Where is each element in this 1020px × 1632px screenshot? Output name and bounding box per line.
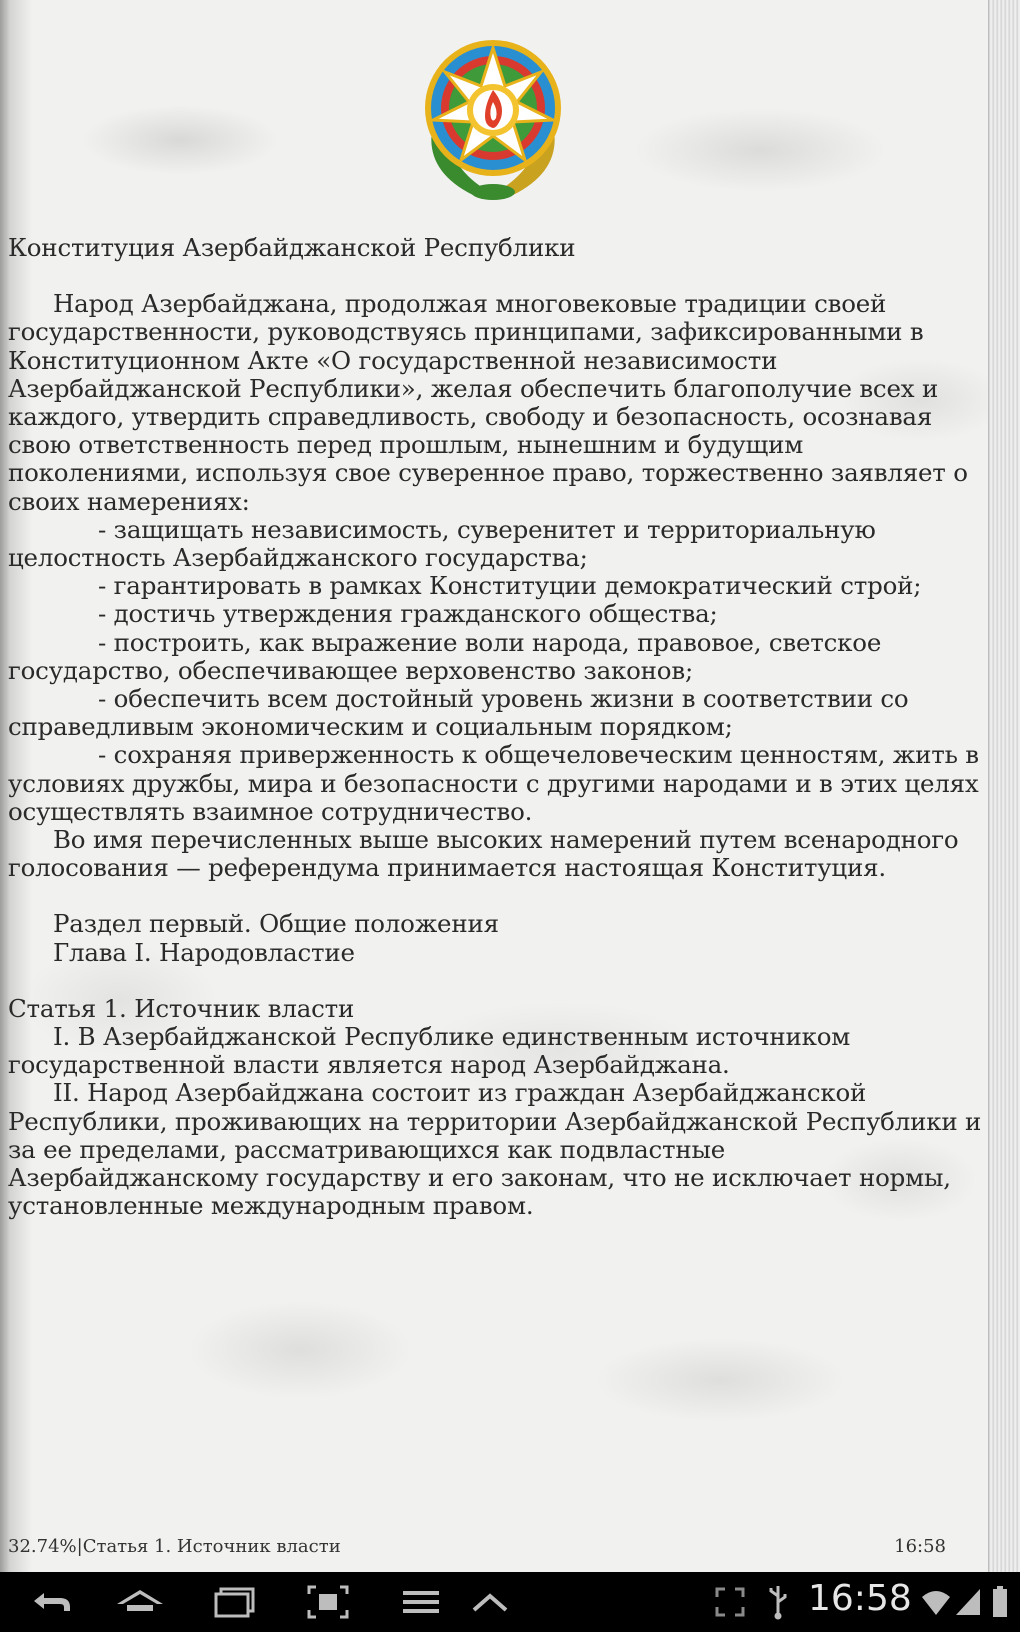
signal-indicator: [952, 1580, 984, 1624]
reading-progress: 32.74%: [8, 1536, 77, 1557]
article-paragraph: I. В Азербайджанской Республике единственным источником государственной власти является народ Азербайджана.: [8, 1022, 851, 1080]
recent-apps-icon: [212, 1586, 258, 1618]
article-paragraph: II. Народ Азербайджана состоит из граждан Азербайджанской Республики, проживающих на территории Азербайджанской Республики и за ее пределами, рассматривающихся как подвластные Азербайджанскому государству и его законам, что не исключает нормы, установленные международным правом.: [8, 1078, 982, 1221]
reader-status-footer: [8, 1536, 946, 1557]
preamble-item: - построить, как выражение воли народа, правовое, светское государство, обеспечивающее верховенство законов;: [8, 627, 882, 685]
preamble-item: - сохраняя приверженность к общечеловеческим ценностям, жить в условиях дружбы, мира и безопасности с другими народами и в этих целях осуществлять взаимное сотрудничество.: [8, 740, 979, 826]
chapter-heading: Глава I. Народовластие: [53, 937, 355, 967]
status-clock: 16:58: [808, 1578, 912, 1619]
document-title: Конституция Азербайджанской Республики: [8, 233, 576, 262]
fullscreen-indicator: [710, 1580, 750, 1624]
fullscreen-icon: [714, 1586, 746, 1618]
expand-button[interactable]: [464, 1580, 516, 1624]
current-chapter: Статья 1. Источник власти: [82, 1536, 341, 1557]
usb-icon: [766, 1584, 790, 1620]
signal-icon: [954, 1587, 982, 1617]
home-button[interactable]: [110, 1580, 170, 1624]
menu-icon: [401, 1588, 441, 1616]
screenshot-icon: [306, 1584, 350, 1620]
preamble-item: - гарантировать в рамках Конституции демократический строй;: [98, 571, 922, 601]
screenshot-button[interactable]: [300, 1580, 356, 1624]
back-button[interactable]: [22, 1580, 82, 1624]
home-icon: [113, 1586, 167, 1618]
preamble-closing: Во имя перечисленных выше высоких намерений путем всенародного голосования — референдума принимается настоящая Конституция.: [8, 825, 959, 883]
footer-time: 16:58: [894, 1536, 946, 1557]
azerbaijan-emblem-icon: [413, 30, 573, 205]
page-edges: [988, 0, 1020, 1572]
back-icon: [28, 1587, 76, 1617]
wifi-icon: [920, 1587, 952, 1617]
section-heading: Раздел первый. Общие положения: [53, 909, 499, 939]
footer-separator: |: [76, 1536, 83, 1557]
wifi-indicator: [918, 1580, 954, 1624]
article-title: Статья 1. Источник власти: [8, 993, 355, 1023]
menu-button[interactable]: [395, 1580, 447, 1624]
preamble-intro: Народ Азербайджана, продолжая многовековые традиции своей государственности, руководствуясь принципами, зафиксированными в Конституционном Акте «О государственной независимости Азербайджанской Республики», желая обеспечить благополучие всех и каждого, утвердить справедливость, свободу и безопасность, осознавая свою ответственность перед прошлым, нынешним и будущим поколениями, используя свое суверенное право, торжественно заявляет о своих намерениях:: [8, 289, 968, 516]
battery-icon: [991, 1585, 1009, 1619]
recent-apps-button[interactable]: [205, 1580, 265, 1624]
system-navigation-bar: [0, 1572, 1020, 1632]
preamble-item: - защищать независимость, суверенитет и территориальную целостность Азербайджанского государства;: [8, 514, 876, 573]
preamble-item: - обеспечить всем достойный уровень жизни в соответствии со справедливым экономическим и социальным порядком;: [8, 684, 909, 742]
usb-indicator: [760, 1580, 796, 1624]
preamble-item: - достичь утверждения гражданского общества;: [98, 599, 718, 629]
chevron-up-icon: [470, 1590, 510, 1614]
document-text[interactable]: [8, 234, 983, 1221]
battery-indicator: [986, 1580, 1014, 1624]
